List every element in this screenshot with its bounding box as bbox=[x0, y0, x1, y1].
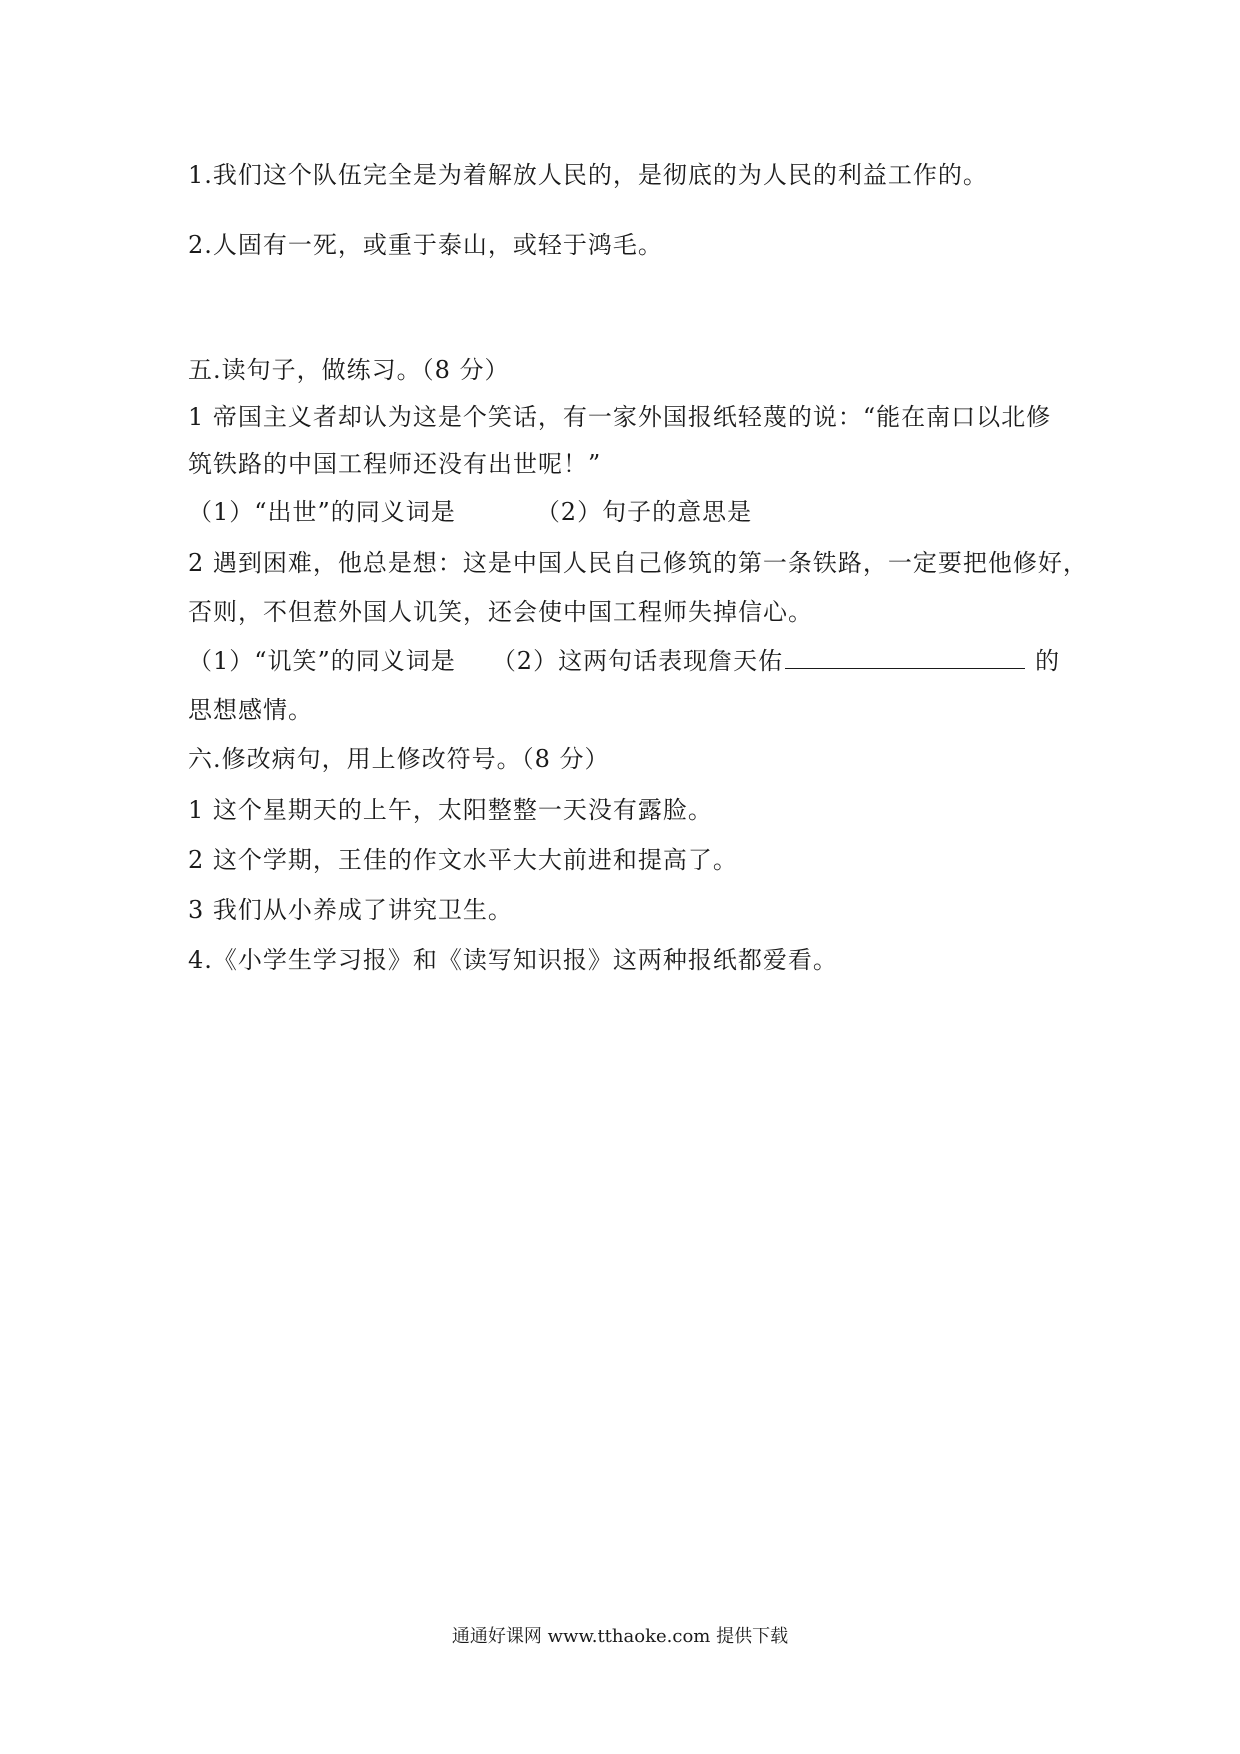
q1-synonym-prompt: （1）“出世”的同义词是 bbox=[188, 498, 456, 526]
section-6-item: 3 我们从小养成了讲究卫生。 bbox=[188, 896, 513, 924]
section-6-heading: 六.修改病句，用上修改符号。（8 分） bbox=[188, 745, 610, 773]
section-5-heading: 五.读句子，做练习。（8 分） bbox=[188, 356, 510, 384]
answer-blank[interactable] bbox=[785, 648, 1025, 669]
q2-feeling-suffix: 的 bbox=[1035, 647, 1061, 675]
sentence-2: 2.人固有一死，或重于泰山，或轻于鸿毛。 bbox=[188, 231, 663, 259]
footer-credit: 通通好课网 www.tthaoke.com 提供下载 bbox=[451, 1626, 789, 1647]
section-6-item: 2 这个学期，王佳的作文水平大大前进和提高了。 bbox=[188, 846, 738, 874]
q1-meaning-prompt: （2）句子的意思是 bbox=[535, 498, 753, 526]
section-5-q2-subquestions bbox=[188, 646, 1060, 676]
section-5-q2-line-3: 思想感情。 bbox=[188, 696, 313, 724]
section-5-q2-line-2: 否则，不但惹外国人讥笑，还会使中国工程师失掉信心。 bbox=[188, 598, 813, 626]
sentence-1: 1.我们这个队伍完全是为着解放人民的，是彻底的为人民的利益工作的。 bbox=[188, 161, 988, 189]
section-5-q1-subquestions bbox=[188, 497, 752, 527]
section-5-q1-line-1: 1 帝国主义者却认为这是个笑话，有一家外国报纸轻蔑的说：“能在南口以北修 bbox=[188, 403, 1052, 431]
q2-feeling-prompt: （2）这两句话表现詹天佑 bbox=[491, 647, 784, 675]
section-6-item: 4.《小学生学习报》和《读写知识报》这两种报纸都爱看。 bbox=[188, 946, 838, 974]
section-5-q1-line-2: 筑铁路的中国工程师还没有出世呢！” bbox=[188, 450, 602, 478]
q2-synonym-prompt: （1）“讥笑”的同义词是 bbox=[188, 647, 456, 675]
section-6-item: 1 这个星期天的上午，太阳整整一天没有露脸。 bbox=[188, 796, 713, 824]
section-5-q2-line-1: 2 遇到困难，他总是想：这是中国人民自己修筑的第一条铁路，一定要把他修好， bbox=[188, 549, 1088, 577]
